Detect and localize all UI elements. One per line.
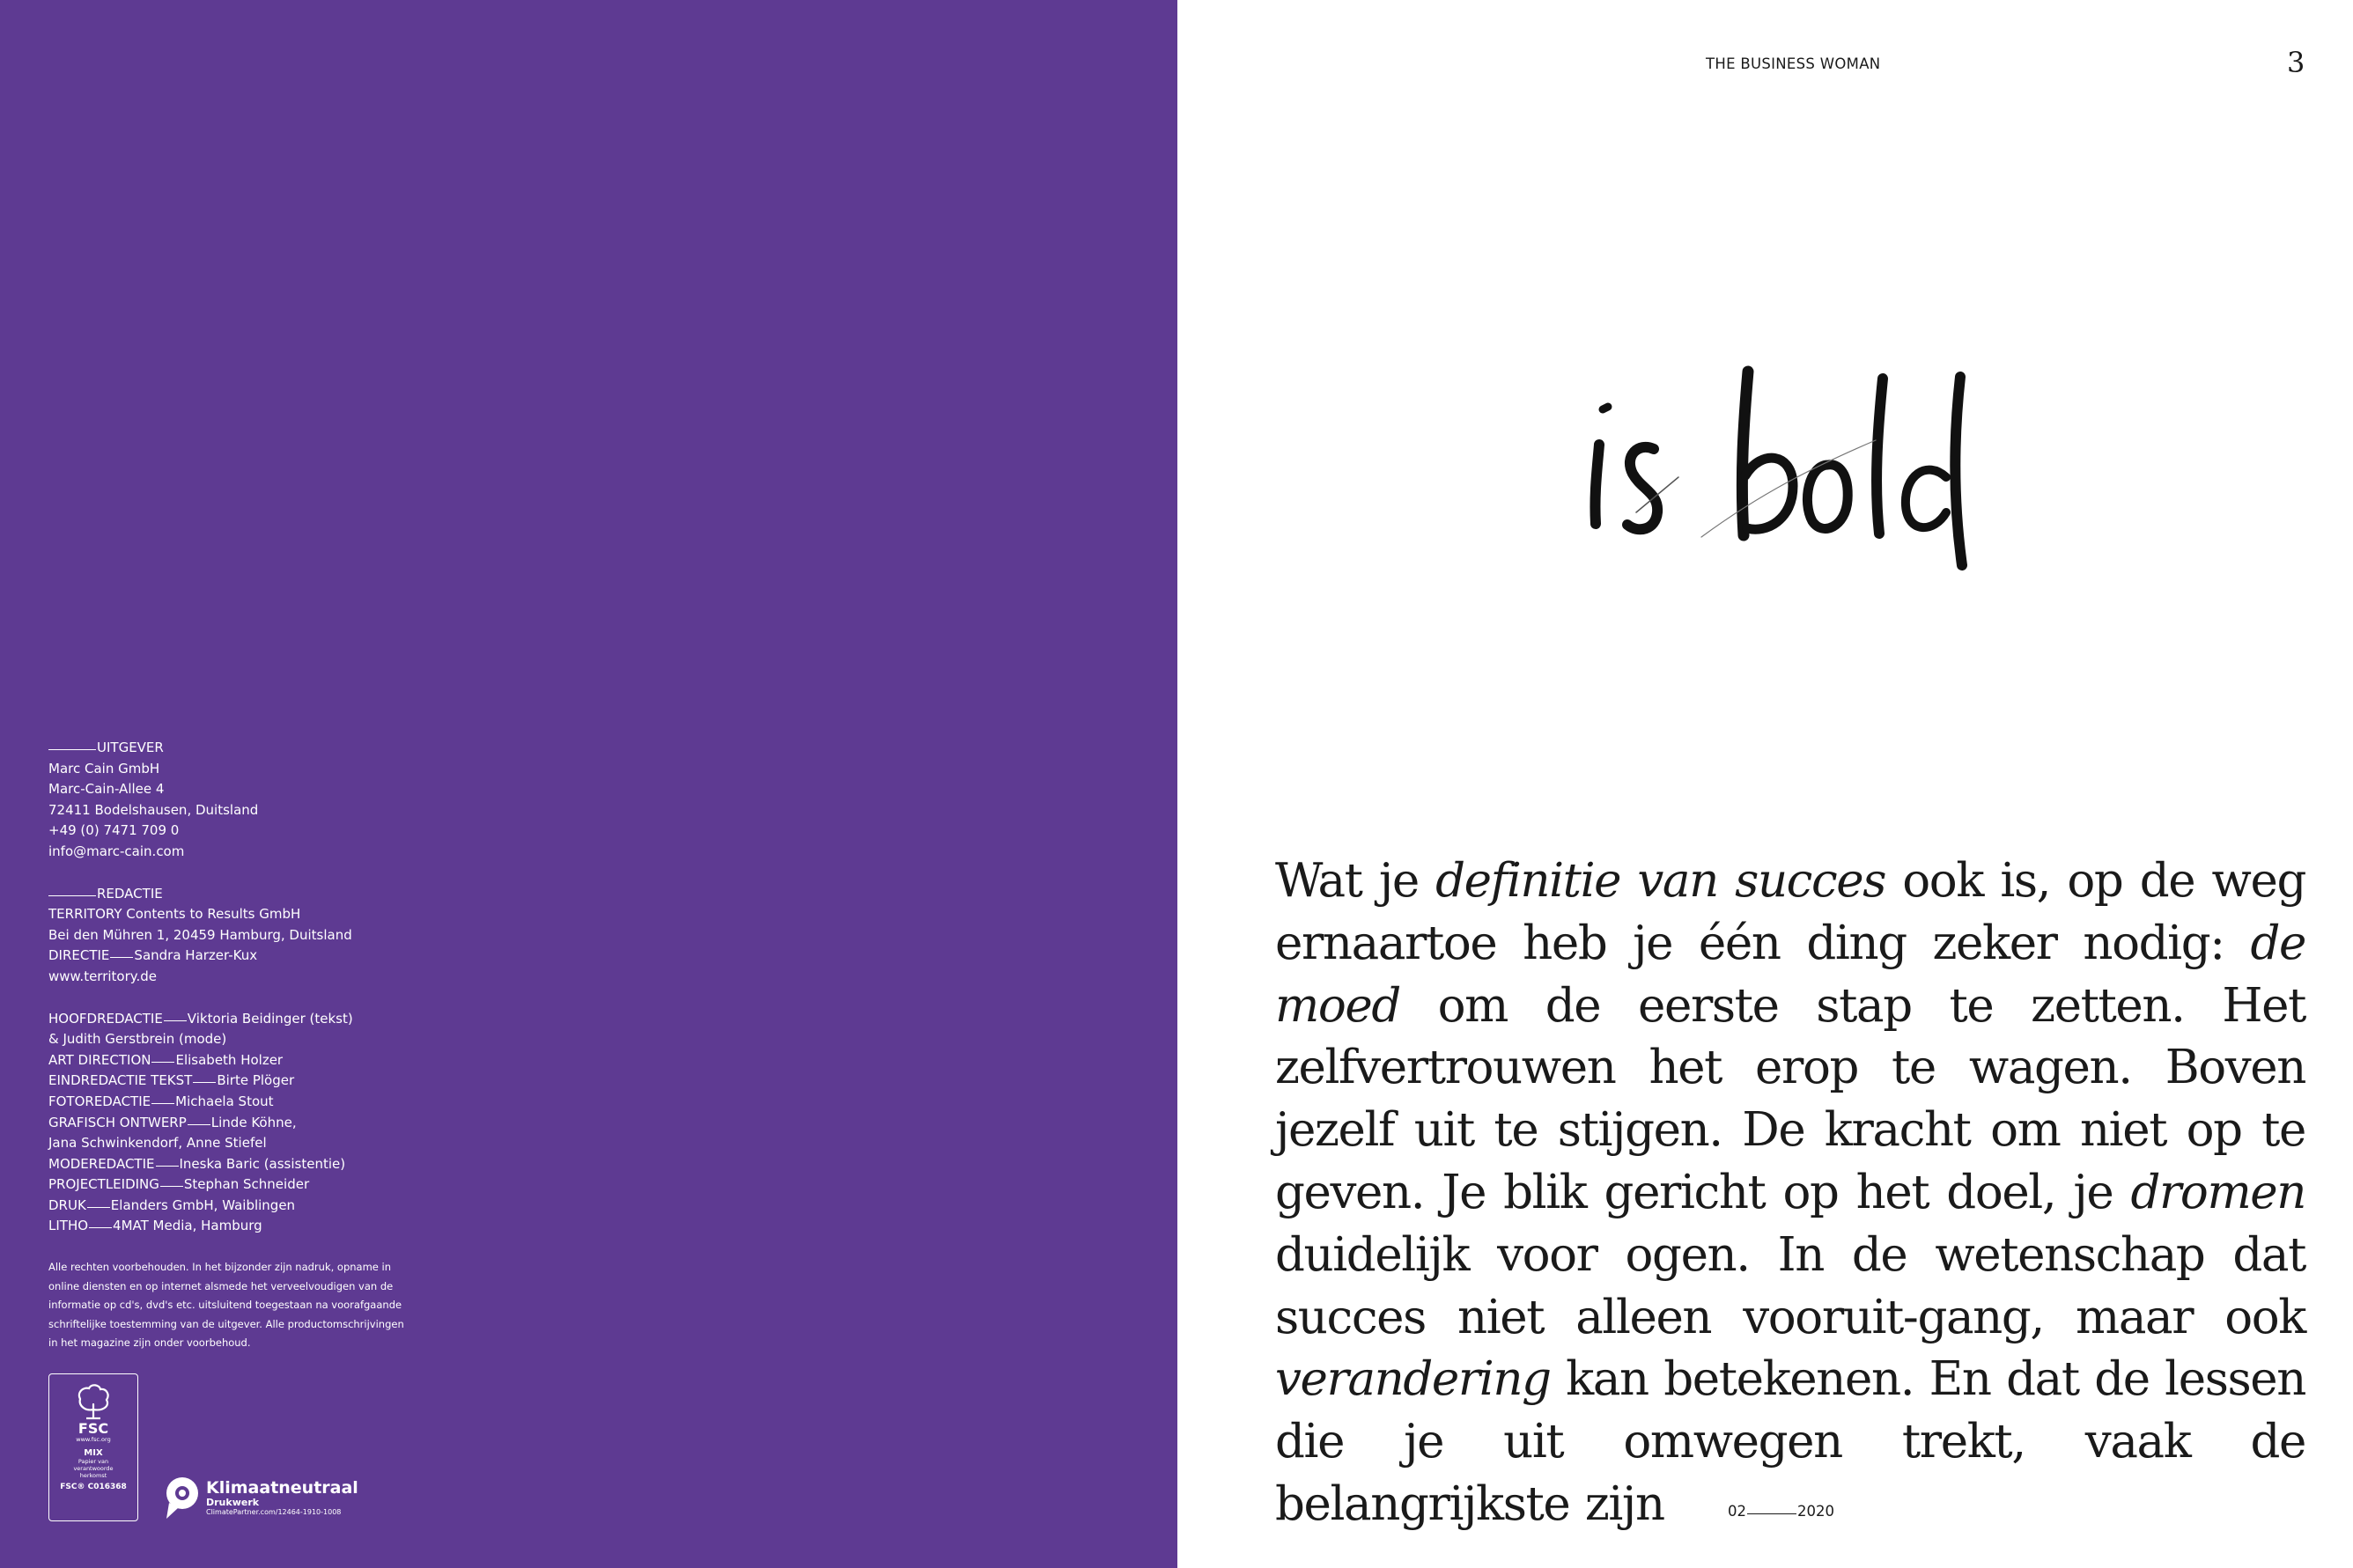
directie-value: Sandra Harzer-Kux	[134, 947, 258, 964]
credit-value: Stephan Schneider	[183, 1176, 310, 1193]
fsc-url: www.fsc.org	[76, 1436, 111, 1443]
credit-label: PROJECTLEIDING	[48, 1176, 159, 1193]
editorial-line: TERRITORY Contents to Results GmbH	[48, 906, 301, 923]
rule-line	[87, 1207, 110, 1208]
credit-label: FOTOREDACTIE	[48, 1093, 151, 1109]
rule-line	[1747, 1513, 1796, 1514]
rule-line	[164, 1020, 187, 1021]
editorial-block	[48, 884, 436, 988]
fsc-code: FSC® C016368	[60, 1483, 127, 1491]
rule-line	[160, 1186, 183, 1187]
issue-year: 2020	[1797, 1503, 1834, 1520]
rule-line	[89, 1227, 112, 1228]
rule-line	[188, 1124, 210, 1125]
fsc-text: verantwoorde	[73, 1465, 114, 1472]
editorial-website: www.territory.de	[48, 968, 158, 984]
running-header: THE BUSINESS WOMAN	[1706, 55, 1881, 72]
fsc-text: Papier van	[77, 1458, 109, 1465]
script-title	[1585, 361, 1990, 590]
editorial-heading: REDACTIE	[97, 885, 163, 902]
legal-line: online diensten en op internet alsmede het verveelvoudigen van de	[48, 1279, 394, 1292]
body-text-run: kan betekenen. En dat de lessen die je uit omwegen trekt, vaak de belangrijkste zijn	[1275, 1352, 2305, 1531]
publisher-email: info@marc-cain.com	[48, 843, 185, 859]
rule-line	[48, 749, 96, 750]
credit-value: Linde Köhne,	[210, 1114, 297, 1130]
fsc-tree-icon	[73, 1383, 114, 1422]
rule-line	[110, 957, 133, 958]
credit-label: EINDREDACTIE TEKST	[48, 1072, 193, 1089]
credit-label: DRUK	[48, 1196, 86, 1213]
klimaat-name: Klimaatneutraal	[206, 1478, 358, 1498]
page-number: 3	[2287, 46, 2305, 79]
rule-line	[151, 1103, 174, 1104]
body-paragraph	[1275, 850, 2305, 1536]
body-italic-run: definitie van succes	[1435, 854, 1886, 908]
publisher-line: Marc-Cain-Allee 4	[48, 781, 165, 798]
credit-value: Viktoria Beidinger (tekst)	[187, 1010, 353, 1027]
legal-line: Alle rechten voorbehouden. In het bijzonder zijn nadruk, opname in	[48, 1261, 392, 1274]
publisher-line: 72411 Bodelshausen, Duitsland	[48, 801, 259, 818]
credit-value: Michaela Stout	[175, 1093, 274, 1109]
body-text-run: duidelijk voor ogen. In de wetenschap dat succes niet alleen vooruit-gang, maar ook	[1275, 1227, 2305, 1344]
body-text-run: Wat je	[1275, 854, 1436, 908]
credit-label: MODEREDACTIE	[48, 1155, 155, 1172]
legal-line: schriftelijke toestemming van de uitgever. Alle productomschrijvingen	[48, 1317, 404, 1330]
rule-line	[151, 1062, 174, 1063]
legal-notice	[48, 1258, 436, 1353]
credit-value: Jana Schwinkendorf, Anne Stiefel	[48, 1135, 267, 1152]
credit-value: 4MAT Media, Hamburg	[113, 1218, 262, 1234]
rule-line	[193, 1082, 216, 1083]
publisher-line: Marc Cain GmbH	[48, 760, 160, 777]
body-text-run: om de eerste stap te zetten. Het zelfvertrouwen het erop te wagen. Boven jezelf uit te stijgen. De kracht om niet op te geven. Je blik gericht op het doel, je	[1275, 978, 2305, 1219]
directie-label: DIRECTIE	[48, 947, 110, 964]
body-italic-run: dromen	[2130, 1165, 2305, 1219]
credit-value: Elanders GmbH, Waiblingen	[110, 1196, 296, 1213]
legal-line: informatie op cd's, dvd's etc. uitsluitend toegestaan na voorafgaande	[48, 1299, 402, 1312]
publisher-block	[48, 738, 436, 863]
fsc-text: herkomst	[79, 1472, 107, 1479]
fsc-mix: MIX	[84, 1448, 103, 1458]
issue-number: 02	[1728, 1503, 1746, 1520]
body-text-run: ook is, op de weg ernaartoe heb je één ding zeker nodig:	[1275, 854, 2305, 970]
credit-value: Ineska Baric (assistentie)	[179, 1155, 346, 1172]
klimaat-sub: Drukwerk	[206, 1497, 260, 1508]
rule-line	[156, 1166, 179, 1167]
rule-line	[48, 895, 96, 896]
editorial-line: Bei den Mühren 1, 20459 Hamburg, Duitsland	[48, 926, 352, 943]
credit-value: Birte Plöger	[217, 1072, 295, 1089]
body-italic-run: verandering	[1275, 1352, 1551, 1407]
credit-label: ART DIRECTION	[48, 1051, 151, 1068]
imprint-colophon	[48, 738, 436, 1353]
climate-partner-icon	[164, 1475, 201, 1520]
body-italic-run: de moed	[1275, 916, 2305, 1033]
credit-value: & Judith Gerstbrein (mode)	[48, 1031, 227, 1048]
credits-block	[48, 1009, 436, 1238]
klimaat-url: ClimatePartner.com/12464-1910-1008	[206, 1508, 342, 1516]
credit-value: Elisabeth Holzer	[175, 1051, 284, 1068]
issue-footer	[1728, 1503, 1834, 1520]
fsc-brand: FSC	[77, 1420, 109, 1437]
credit-label: LITHO	[48, 1218, 89, 1234]
credit-label: GRAFISCH ONTWERP	[48, 1114, 187, 1130]
publisher-line: +49 (0) 7471 709 0	[48, 822, 180, 839]
legal-line: in het magazine zijn onder voorbehoud.	[48, 1336, 251, 1350]
credit-label: HOOFDREDACTIE	[48, 1010, 163, 1027]
fsc-logo	[48, 1373, 138, 1521]
publisher-heading: UITGEVER	[97, 740, 164, 755]
